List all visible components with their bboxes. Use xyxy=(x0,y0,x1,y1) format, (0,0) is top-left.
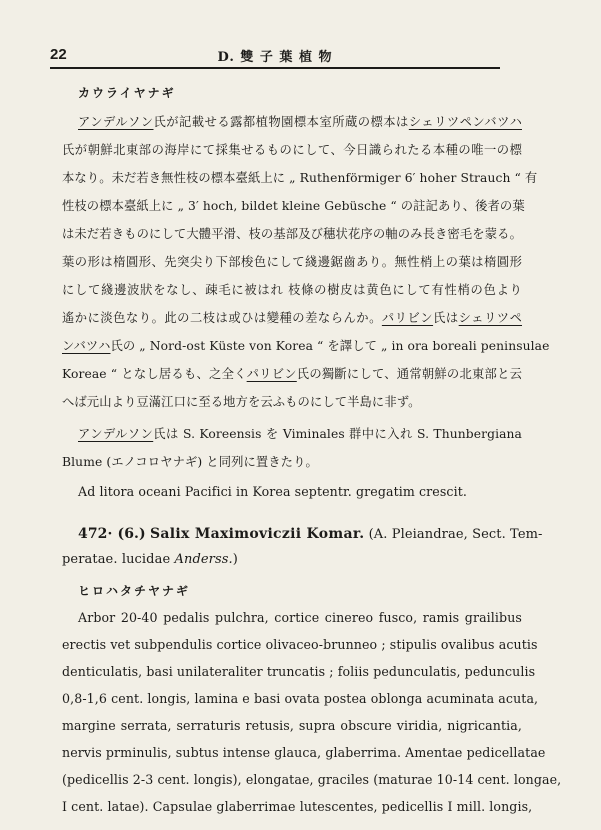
paragraph-line: Blume (エノコロヤナギ) と同列に置きたり。 xyxy=(62,455,318,469)
section-heading-kaurai-yanagi: カウライヤナギ xyxy=(78,86,176,100)
paragraph-line: にして綫邊波狀をなし、疎毛に被はれ 枝條の樹皮は黄色にして有性梢の色より xyxy=(62,283,522,297)
paragraph-line: 性枝の標本臺紙上に „ 3′ hoch, bildet kleine Gebüsche “ の註記あり、後者の葉 xyxy=(62,199,525,213)
paragraph-line: 遙かに淡色なり。此の二枝は或ひは變種の差ならんか。パリビン氏はシェリツペ xyxy=(62,311,522,325)
paragraph-line: Koreae “ となし居るも、之全くパリビン氏の獨斷にして、通常朝鮮の北東部と云 xyxy=(62,367,522,381)
paragraph-line: 氏が朝鮮北東部の海岸にて採集せるものにして、今日識られたる本種の唯一の標 xyxy=(62,143,522,157)
species-name: Salix Maximoviczii Komar. xyxy=(149,526,365,542)
page-number: 22 xyxy=(50,46,67,63)
paragraph-line: へば元山より豆滿江口に至る地方を云ふものにして半島に非ず。 xyxy=(62,395,421,409)
description-line: margine serrata, serraturis retusis, supra obscure viridia, nigricantia, xyxy=(62,718,522,733)
paragraph-line: 葉の形は楕圓形、先突尖り下部梭色にして綫邊鋸齒あり。無性梢上の葉は楕圓形 xyxy=(62,255,522,269)
header-rule xyxy=(50,67,500,69)
description-line: (pedicellis 2-3 cent. longis), elongatae, graciles (maturae 10-14 cent. longae, xyxy=(62,772,562,787)
description-line: I cent. latae). Capsulae glaberrimae lutescentes, pedicellis I mill. longis, xyxy=(62,799,533,814)
locality-line: Ad litora oceani Pacifici in Korea septentr. gregatim crescit. xyxy=(78,484,467,499)
description-line: nervis prminulis, subtus intense glauca, glaberrima. Amentae pedicellatae xyxy=(62,745,546,760)
running-title: D. 雙 子 葉 植 物 xyxy=(217,50,333,65)
paragraph-line: 本なり。未だ若き無性枝の標本臺紙上に „ Ruthenförmiger 6′ hoher Strauch “ 有 xyxy=(62,171,538,185)
paragraph-line: アンデルソン氏が記載せる露都植物園標本室所蔵の標本はシェリツペンバツハ xyxy=(78,115,522,129)
description-line: denticulatis, basi unilateraliter truncatis ; foliis pedunculatis, pedunculis xyxy=(62,664,536,679)
japanese-name-heading: ヒロハタチヤナギ xyxy=(78,584,191,598)
paragraph-line: アンデルソン氏は S. Koreensis を Viminales 群中に入れ S. Thunbergiana xyxy=(78,427,522,441)
species-classification: peratae. lucidae Anderss.) xyxy=(62,552,238,567)
page-header xyxy=(50,46,500,66)
paragraph-line: は未だ若きものにして大體平滑、枝の基部及び穗状花序の軸のみ長き密毛を蒙る。 xyxy=(62,227,522,241)
description-line: Arbor 20-40 pedalis pulchra, cortice cinereo fusco, ramis grailibus xyxy=(78,610,522,625)
species-heading: 472· (6.) Salix Maximoviczii Komar. (A. Pleiandrae, Sect. Tem- xyxy=(78,526,543,542)
description-line: 0,8-1,6 cent. longis, lamina e basi ovata postea oblonga acuminata acuta, xyxy=(62,691,539,706)
paragraph-line: ンバツハ氏の „ Nord-ost Küste von Korea “ を譯して „ in ora boreali peninsulae xyxy=(62,339,550,353)
description-line: erectis vet subpendulis cortice olivaceo-brunneo ; stipulis ovalibus acutis xyxy=(62,637,538,652)
